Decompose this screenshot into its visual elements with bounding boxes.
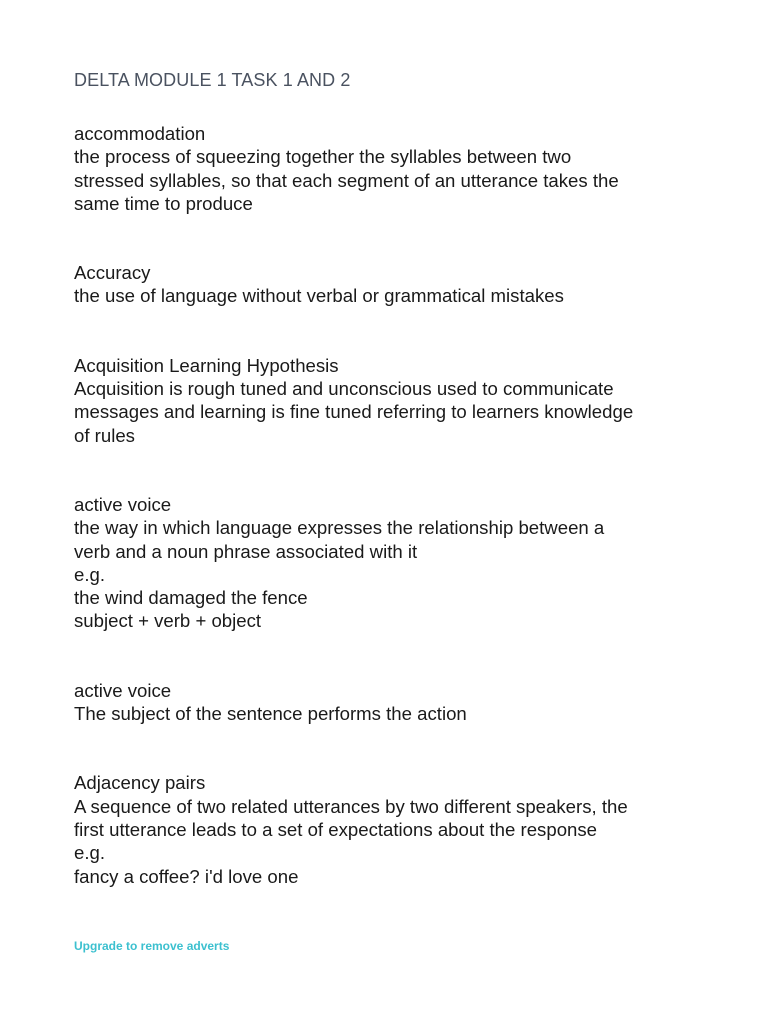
glossary-entry [74,354,724,447]
entry-term: active voice [74,493,172,515]
entry-definition-line: the use of language without verbal or grammatical mistakes [74,285,564,307]
entry-definition-line: of rules [74,424,135,446]
document-page [74,68,724,888]
entry-term: Acquisition Learning Hypothesis [74,354,339,376]
entry-definition-line: The subject of the sentence performs the action [74,703,467,725]
entry-example-line: the wind damaged the fence [74,587,308,609]
glossary-entry [74,493,724,633]
entry-example-line: fancy a coffee? i'd love one [74,865,299,887]
document-title: DELTA MODULE 1 TASK 1 AND 2 [74,70,351,90]
entry-definition-line: A sequence of two related utterances by two different speakers, the [74,795,628,817]
glossary-entry [74,122,724,215]
glossary-entry [74,679,724,726]
entry-definition-line: the way in which language expresses the relationship between a [74,517,605,539]
entry-definition-line: the process of squeezing together the syllables between two [74,146,572,168]
entry-definition-line: first utterance leads to a set of expectations about the response [74,818,598,840]
entry-definition-line: same time to produce [74,192,253,214]
entry-term: accommodation [74,123,206,144]
entry-term: Adjacency pairs [74,772,206,794]
entry-term: active voice [74,679,172,701]
entry-example-label: e.g. [74,563,106,585]
glossary-entry [74,771,724,887]
glossary-entry [74,261,724,308]
entry-definition-line: verb and a noun phrase associated with it [74,540,418,562]
entry-definition-line: stressed syllables, so that each segment of an utterance takes the [74,169,619,191]
entry-definition-line: Acquisition is rough tuned and unconscious used to communicate [74,378,614,400]
entry-example-label: e.g. [74,842,106,864]
upgrade-link[interactable]: Upgrade to remove adverts [74,939,230,953]
entry-example-line: subject + verb + object [74,610,262,632]
entry-definition-line: messages and learning is fine tuned referring to learners knowledge [74,401,634,423]
entry-term: Accuracy [74,262,151,284]
